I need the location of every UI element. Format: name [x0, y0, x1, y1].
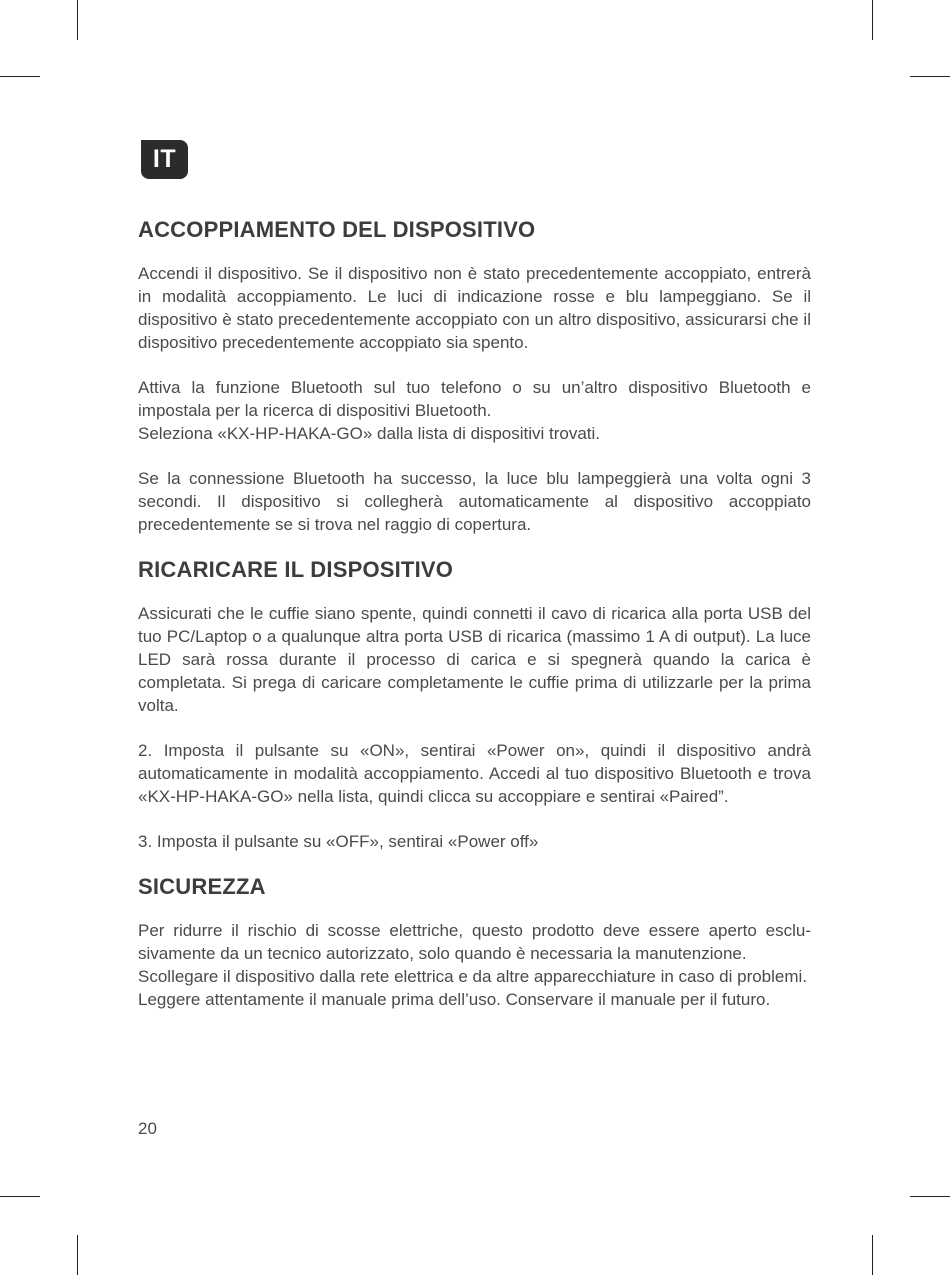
paragraph: Accendi il dispositivo. Se il dispositivo non è stato precedentemente accoppiato, entrerà in modalità accoppiamento. Le luci di indicazione rosse e blu lampeggiano. Se il dispositivo è stato precedentemente accoppiato con un altro dispositivo, assicurarsi che il dispositivo precedentemente accoppiato sia spento.	[138, 264, 811, 352]
crop-mark	[0, 1196, 40, 1197]
crop-mark	[910, 76, 950, 77]
section-heading-safety: SICUREZZA	[138, 874, 266, 899]
paragraph: 3. Imposta il pulsante su «OFF», sentirai «Power off»	[138, 832, 539, 851]
crop-mark	[0, 76, 40, 77]
paragraph: Assicurati che le cuffie siano spente, quindi connetti il cavo di ricarica alla porta USB del tuo PC/Laptop o a qualunque altra porta USB di ricarica (massimo 1 A di output). La luce LED sarà rossa durante il processo di carica e si spegnerà quando la carica è completata. Si prega di caricare completamente le cuffie prima di utilizzarle per la prima volta.	[138, 604, 811, 715]
page-number: 20	[138, 1119, 157, 1138]
language-badge: IT	[141, 140, 188, 179]
manual-content	[138, 214, 811, 1011]
paragraph: Leggere attentamente il manuale prima dell’uso. Conservare il manuale per il futuro.	[138, 990, 771, 1009]
section-heading-charging: RICARICARE IL DISPOSITIVO	[138, 557, 454, 582]
paragraph: Scollegare il dispositivo dalla rete elettrica e da altre apparecchiature in caso di problemi.	[138, 967, 808, 986]
crop-mark	[910, 1196, 950, 1197]
paragraph: 2. Imposta il pulsante su «ON», sentirai «Power on», quindi il dispositivo andrà automaticamente in modalità accoppiamento. Accedi al tuo dispositivo Bluetooth e trova «KX-HP-HAKA-GO» nella lista, quindi clicca su accoppiare e sentirai «Paired”.	[138, 741, 811, 806]
crop-mark	[77, 0, 78, 40]
crop-mark	[872, 0, 873, 40]
paragraph: Attiva la funzione Bluetooth sul tuo telefono o su un’altro dispositivo Bluetooth e impostala per la ricerca di dispositivi Bluetooth.	[138, 378, 811, 420]
section-heading-pairing: ACCOPPIAMENTO DEL DISPOSITIVO	[138, 217, 536, 242]
paragraph: Seleziona «KX-HP-HAKA-GO» dalla lista di dispositivi trovati.	[138, 424, 601, 443]
paragraph: Se la connessione Bluetooth ha successo, la luce blu lampeggierà una volta ogni 3 secondi. Il dispositivo si collegherà automaticamente al dispositivo accoppiato precedentemente se si trova nel raggio di copertura.	[138, 469, 811, 534]
crop-mark	[77, 1235, 78, 1275]
paragraph: Per ridurre il rischio di scosse elettriche, questo prodotto deve essere aperto esclusivamente da un tecnico autorizzato, solo quando è necessaria la manutenzione.	[138, 921, 811, 963]
crop-mark	[872, 1235, 873, 1275]
